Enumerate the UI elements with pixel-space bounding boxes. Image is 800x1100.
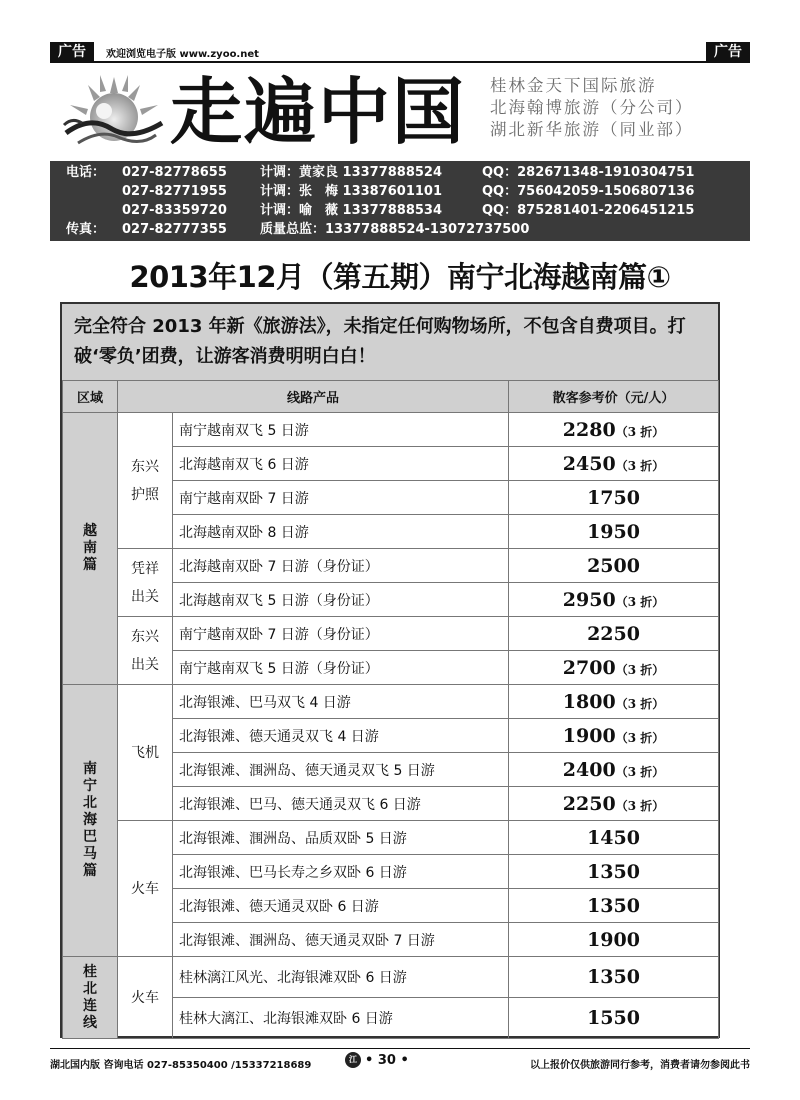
price-cell: [509, 787, 719, 821]
header-region: 区域: [63, 381, 118, 413]
route-name: 北海越南双飞 6 日游: [173, 447, 509, 481]
price-value: 1450: [587, 826, 640, 849]
phone-number: 027-83359720: [122, 203, 227, 218]
phone-number: 027-82778655: [122, 165, 227, 180]
discount-note: （3 折）: [615, 730, 665, 745]
discount-note: （3 折）: [615, 662, 665, 677]
brand-block: [50, 63, 750, 161]
price-cell: [509, 651, 719, 685]
qq-contact: QQ：282671348-1910304751: [482, 165, 695, 180]
table-row: [63, 957, 719, 998]
agency-line: 北海翰博旅游（分公司）: [490, 98, 694, 117]
route-name: 北海银滩、德天通灵双飞 4 日游: [173, 719, 509, 753]
contact-bar: [50, 161, 750, 241]
phone-number: 027-82771955: [122, 184, 227, 199]
agency-list: [490, 75, 694, 141]
price-value: 1800: [562, 690, 616, 713]
price-cell: [509, 617, 719, 651]
price-cell: [509, 447, 719, 481]
route-name: 桂林漓江风光、北海银滩双卧 6 日游: [173, 957, 509, 998]
transport-cell: [118, 617, 173, 685]
ad-label-right: 广告: [706, 42, 750, 62]
price-value: 1900: [562, 724, 616, 747]
price-value: 1350: [587, 894, 640, 917]
transport-cell: [118, 413, 173, 549]
publication-logo-icon: 江: [345, 1052, 361, 1068]
brand-name: 走遍中国: [170, 69, 467, 154]
discount-note: （3 折）: [615, 696, 665, 711]
price-cell: [509, 549, 719, 583]
route-name: 南宁越南双飞 5 日游（身份证）: [173, 651, 509, 685]
table-row: [63, 413, 719, 447]
route-name: 北海越南双卧 7 日游（身份证）: [173, 549, 509, 583]
route-name: 北海越南双飞 5 日游（身份证）: [173, 583, 509, 617]
transport-label: 凭祥出关: [131, 560, 159, 605]
price-value: 2450: [562, 452, 616, 475]
price-value: 2500: [587, 554, 640, 577]
price-cell: [509, 583, 719, 617]
price-value: 1350: [587, 860, 640, 883]
price-value: 1750: [587, 486, 640, 509]
transport-label: 东兴护照: [131, 458, 159, 503]
table-row: [63, 549, 719, 583]
route-name: 北海银滩、涠洲岛、品质双卧 5 日游: [173, 821, 509, 855]
route-name: 南宁越南双飞 5 日游: [173, 413, 509, 447]
price-value: 2280: [562, 418, 616, 441]
page-title: 2013年12月（第五期）南宁北海越南篇①: [129, 260, 671, 294]
route-name: 北海银滩、德天通灵双卧 6 日游: [173, 889, 509, 923]
planner-contact: 计调：张 梅 13387601101: [260, 184, 443, 199]
price-value: 1900: [587, 928, 640, 951]
discount-note: （3 折）: [615, 798, 665, 813]
table-row: [63, 617, 719, 651]
table-row: [63, 821, 719, 855]
header-product: 线路产品: [118, 381, 509, 413]
site-note: 欢迎浏览电子版 www.zyoo.net: [106, 49, 259, 60]
route-name: 北海银滩、巴马双飞 4 日游: [173, 685, 509, 719]
qq-contact: QQ：756042059-1506807136: [482, 184, 695, 199]
table-row: [63, 685, 719, 719]
fax-label: 传真：: [66, 222, 106, 237]
price-value: 2400: [562, 758, 616, 781]
sun-logo-icon: [60, 71, 168, 153]
price-cell: [509, 481, 719, 515]
price-cell: [509, 753, 719, 787]
price-value: 2250: [562, 792, 616, 815]
region-label: 越南篇: [83, 523, 97, 573]
discount-note: （3 折）: [615, 594, 665, 609]
discount-note: （3 折）: [615, 458, 665, 473]
price-value: 2950: [562, 588, 616, 611]
page-number: [345, 1052, 409, 1068]
price-cell: [509, 515, 719, 549]
footer-rule: [50, 1048, 750, 1049]
price-cell: [509, 719, 719, 753]
route-name: 南宁越南双卧 7 日游（身份证）: [173, 617, 509, 651]
price-table: [62, 380, 719, 1039]
discount-note: （3 折）: [615, 424, 665, 439]
transport-label: 东兴出关: [131, 628, 159, 673]
discount-note: （3 折）: [615, 764, 665, 779]
tel-label: 电话：: [66, 165, 106, 180]
price-cell: [509, 998, 719, 1039]
price-cell: [509, 957, 719, 998]
policy-notice: 完全符合 2013 年新《旅游法》，未指定任何购物场所，不包含自费项目。打破‘零负’团费，让游客消费明明白白！: [62, 304, 718, 380]
transport-label: 火车: [131, 989, 159, 1006]
agency-line: 湖北新华旅游（同业部）: [490, 120, 694, 139]
header-price: 散客参考价（元/人）: [509, 381, 719, 413]
route-name: 北海银滩、巴马、德天通灵双飞 6 日游: [173, 787, 509, 821]
transport-label: 火车: [131, 880, 159, 897]
price-value: 1550: [587, 1007, 640, 1029]
planner-contact: 计调：喻 薇 13377888534: [260, 203, 443, 218]
footer-publication-info: 湖北国内版 咨询电话 027-85350400 /15337218689: [50, 1060, 312, 1071]
page-number-text: • 30 •: [365, 1052, 409, 1068]
transport-cell: [118, 685, 173, 821]
agency-line: 桂林金天下国际旅游: [490, 76, 657, 95]
route-name: 北海银滩、涠洲岛、德天通灵双卧 7 日游: [173, 923, 509, 957]
region-cell: [63, 413, 118, 685]
region-cell: [63, 957, 118, 1039]
price-cell: [509, 923, 719, 957]
region-cell: [63, 685, 118, 957]
price-cell: [509, 889, 719, 923]
region-label: 南宁北海巴马篇: [83, 761, 97, 879]
route-name: 北海越南双卧 8 日游: [173, 515, 509, 549]
price-cell: [509, 413, 719, 447]
price-table-frame: [60, 302, 720, 1038]
qq-contact: QQ：875281401-2206451215: [482, 203, 695, 218]
fax-number: 027-82777355: [122, 222, 227, 237]
price-value: 1950: [587, 520, 640, 543]
price-cell: [509, 685, 719, 719]
price-value: 1350: [587, 966, 640, 988]
transport-cell: [118, 821, 173, 957]
transport-cell: [118, 957, 173, 1039]
route-name: 桂林大漓江、北海银滩双卧 6 日游: [173, 998, 509, 1039]
price-cell: [509, 855, 719, 889]
price-cell: [509, 821, 719, 855]
table-header-row: [63, 381, 719, 413]
planner-contact: 计调：黄家良 13377888524: [260, 165, 443, 180]
transport-cell: [118, 549, 173, 617]
route-name: 南宁越南双卧 7 日游: [173, 481, 509, 515]
transport-label: 飞机: [131, 744, 159, 761]
route-name: 北海银滩、巴马长寿之乡双卧 6 日游: [173, 855, 509, 889]
footer-disclaimer: 以上报价仅供旅游同行参考，消费者请勿参阅此书: [530, 1060, 750, 1071]
price-value: 2700: [562, 656, 616, 679]
region-label: 桂北连线: [83, 963, 97, 1031]
route-name: 北海银滩、涠洲岛、德天通灵双飞 5 日游: [173, 753, 509, 787]
price-value: 2250: [587, 622, 640, 645]
ad-label-left: 广告: [50, 42, 94, 62]
quality-director-contact: 质量总监：13377888524-13072737500: [260, 222, 530, 237]
